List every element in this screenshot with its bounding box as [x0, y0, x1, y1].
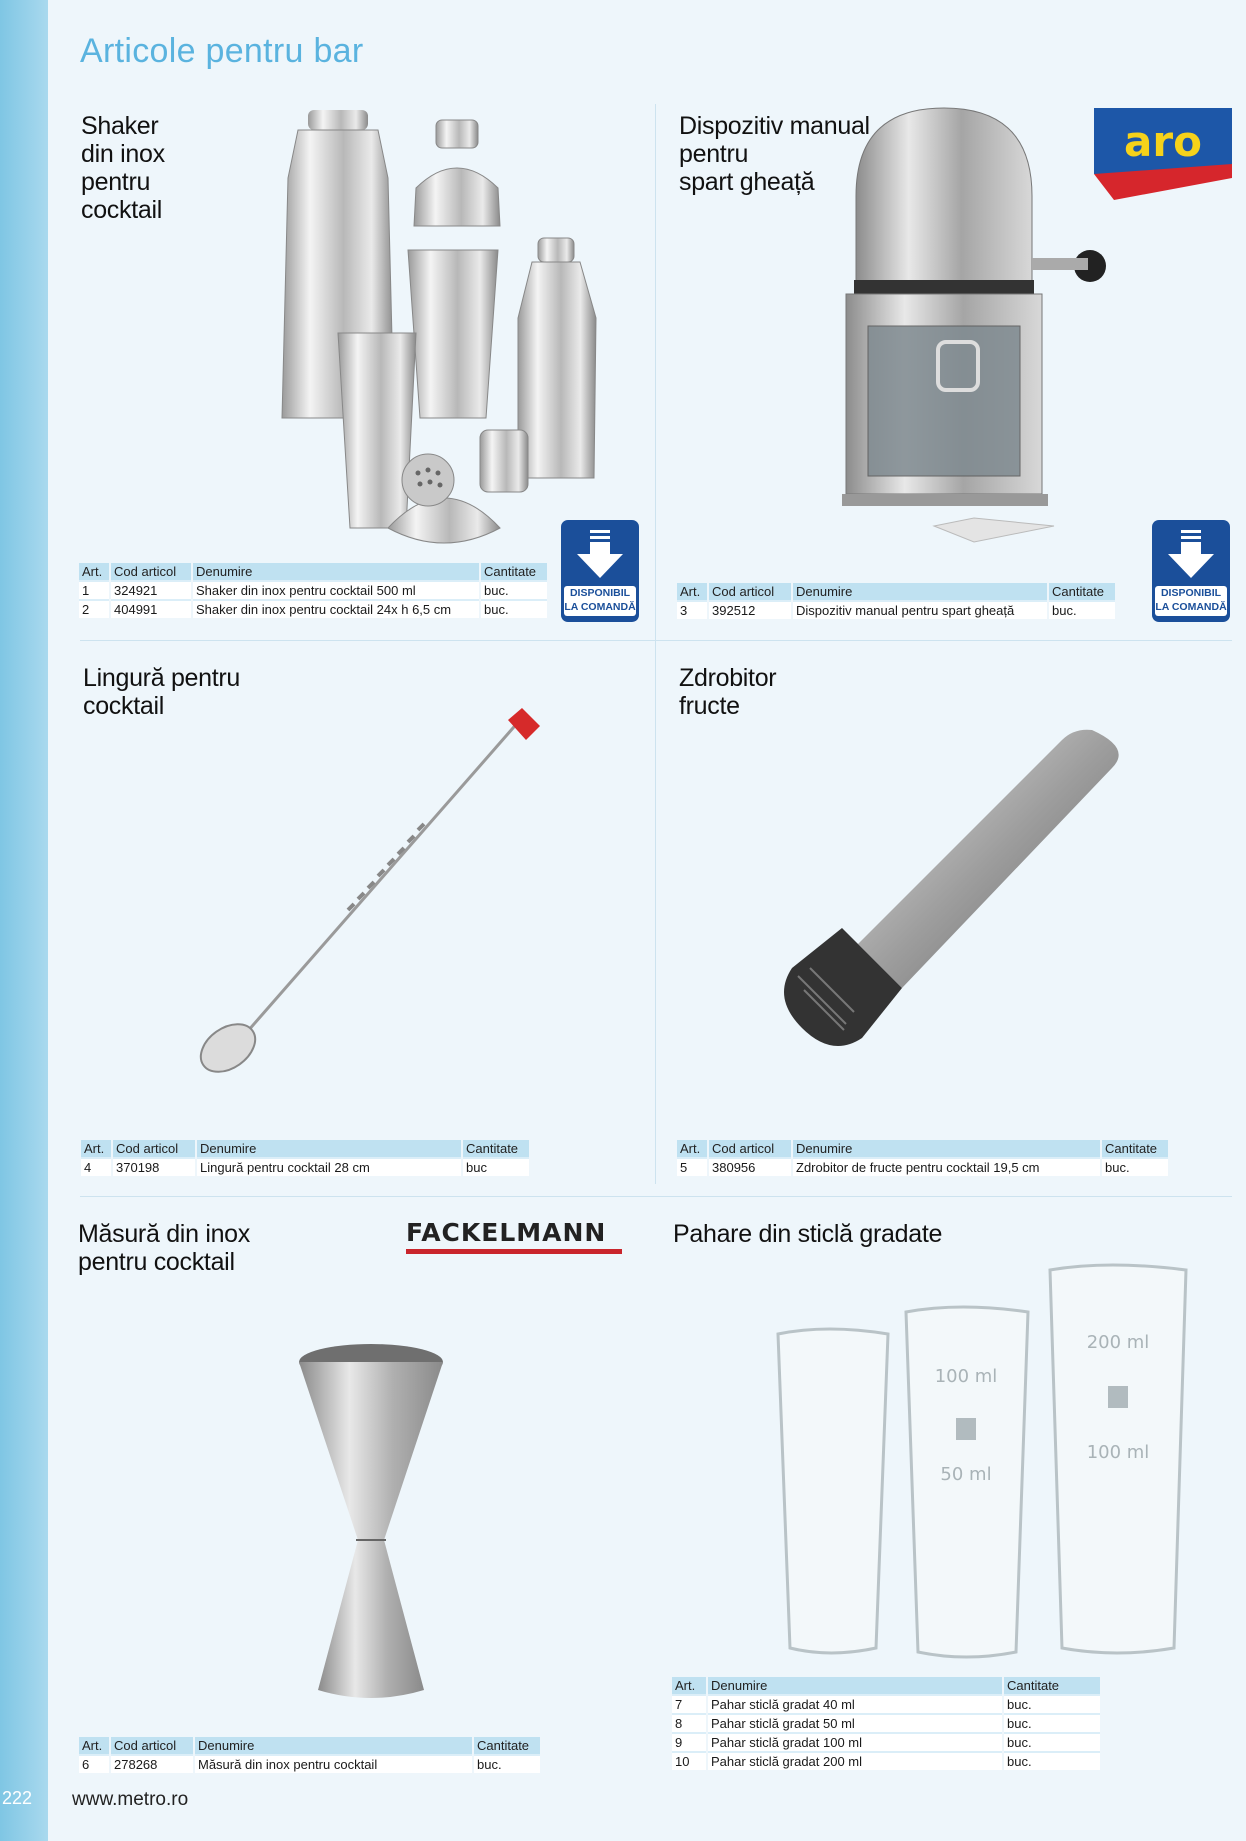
col-denumire: Denumire: [192, 563, 480, 581]
cell-cod: 324921: [110, 581, 192, 600]
shaker-table: [79, 563, 549, 618]
glass-mark-100ml: 100 ml: [934, 1366, 998, 1387]
col-cod: Cod articol: [112, 1140, 196, 1158]
badge-line-1: DISPONIBIL: [569, 587, 631, 599]
cell-cantitate: buc.: [1003, 1733, 1101, 1752]
table-row: [81, 1158, 530, 1176]
muddler-table: [677, 1140, 1170, 1176]
table-row: [79, 600, 548, 618]
cell-art: 5: [677, 1158, 708, 1176]
table-row: [79, 1755, 541, 1773]
ice-crusher-table: [677, 583, 1117, 619]
cell-cod: 380956: [708, 1158, 792, 1176]
cell-denumire: Măsură din inox pentru cocktail: [194, 1755, 473, 1773]
table-row: [677, 601, 1116, 619]
cell-denumire: Pahar sticlă gradat 40 ml: [707, 1695, 1003, 1714]
badge-line-1: DISPONIBIL: [1160, 587, 1222, 599]
aro-logo-text: aro: [1124, 117, 1202, 166]
fackelmann-logo-bar: [406, 1249, 622, 1254]
col-cantitate: Cantitate: [480, 563, 548, 581]
cell-denumire: Shaker din inox pentru cocktail 500 ml: [192, 581, 480, 600]
col-cantitate: Cantitate: [1101, 1140, 1169, 1158]
glass-mark-100ml-large: 100 ml: [1086, 1442, 1150, 1463]
glasses-table: [672, 1677, 1102, 1770]
cell-art: 10: [672, 1752, 707, 1770]
col-art: Art.: [79, 1737, 110, 1755]
cell-cantitate: buc.: [1003, 1714, 1101, 1733]
col-art: Art.: [81, 1140, 112, 1158]
table-row: [672, 1695, 1101, 1714]
muddler-heading: Zdrobitor fructe: [679, 664, 777, 720]
row-divider-1: [80, 640, 1232, 641]
muddler-image: [762, 728, 1142, 1068]
col-art: Art.: [677, 1140, 708, 1158]
col-cod: Cod articol: [110, 563, 192, 581]
footer-website-link[interactable]: www.metro.ro: [72, 1789, 189, 1810]
table-row: [677, 1158, 1169, 1176]
glasses-image: [770, 1262, 1200, 1662]
cell-denumire: Shaker din inox pentru cocktail 24x h 6,5 cm: [192, 600, 480, 618]
table-row: [79, 581, 548, 600]
page-number: 222: [2, 1788, 33, 1808]
ice-crusher-heading: Dispozitiv manual pentru spart gheață: [679, 112, 870, 196]
col-denumire: Denumire: [792, 1140, 1101, 1158]
cell-cantitate: buc.: [1003, 1752, 1101, 1770]
cell-art: 7: [672, 1695, 707, 1714]
cell-art: 4: [81, 1158, 112, 1176]
spoon-heading: Lingură pentru cocktail: [83, 664, 241, 720]
col-denumire: Denumire: [196, 1140, 462, 1158]
cell-cantitate: buc.: [480, 581, 548, 600]
cell-art: 2: [79, 600, 110, 618]
row-divider-2: [80, 1196, 1232, 1197]
column-divider: [655, 104, 656, 1184]
cell-cantitate: buc.: [473, 1755, 541, 1773]
cell-art: 3: [677, 601, 708, 619]
table-row: [672, 1733, 1101, 1752]
cell-denumire: Lingură pentru cocktail 28 cm: [196, 1158, 462, 1176]
cell-cantitate: buc: [462, 1158, 530, 1176]
cell-art: 9: [672, 1733, 707, 1752]
cell-denumire: Pahar sticlă gradat 100 ml: [707, 1733, 1003, 1752]
cell-art: 8: [672, 1714, 707, 1733]
down-arrow-icon: [567, 526, 633, 582]
col-denumire: Denumire: [792, 583, 1048, 601]
cell-cod: 278268: [110, 1755, 194, 1773]
spoon-table: [81, 1140, 531, 1176]
cell-art: 1: [79, 581, 110, 600]
available-on-order-badge: [1152, 520, 1230, 622]
cell-denumire: Pahar sticlă gradat 200 ml: [707, 1752, 1003, 1770]
col-cod: Cod articol: [708, 583, 792, 601]
cell-denumire: Dispozitiv manual pentru spart gheață: [792, 601, 1048, 619]
fackelmann-logo: [406, 1218, 632, 1256]
cell-art: 6: [79, 1755, 110, 1773]
col-cod: Cod articol: [708, 1140, 792, 1158]
jigger-table: [79, 1737, 542, 1773]
down-arrow-icon: [1158, 526, 1224, 582]
col-denumire: Denumire: [194, 1737, 473, 1755]
cell-cantitate: buc.: [480, 600, 548, 618]
left-sidebar-stripe: [0, 0, 48, 1841]
badge-line-2: LA COMANDĂ: [1155, 601, 1227, 613]
shaker-heading: Shaker din inox pentru cocktail: [81, 112, 165, 224]
badge-label: [564, 586, 636, 616]
col-cod: Cod articol: [110, 1737, 194, 1755]
col-cantitate: Cantitate: [1003, 1677, 1101, 1695]
col-cantitate: Cantitate: [473, 1737, 541, 1755]
available-on-order-badge: [561, 520, 639, 622]
cell-cantitate: buc.: [1101, 1158, 1169, 1176]
col-art: Art.: [677, 583, 708, 601]
fackelmann-logo-text: FACKELMANN: [406, 1218, 607, 1247]
cell-denumire: Zdrobitor de fructe pentru cocktail 19,5 cm: [792, 1158, 1101, 1176]
cell-cod: 370198: [112, 1158, 196, 1176]
cell-cod: 392512: [708, 601, 792, 619]
col-denumire: Denumire: [707, 1677, 1003, 1695]
table-row: [672, 1714, 1101, 1733]
cell-cantitate: buc.: [1003, 1695, 1101, 1714]
cell-denumire: Pahar sticlă gradat 50 ml: [707, 1714, 1003, 1733]
cell-cod: 404991: [110, 600, 192, 618]
glasses-heading: Pahare din sticlă gradate: [673, 1220, 943, 1248]
col-cantitate: Cantitate: [1048, 583, 1116, 601]
jigger-image: [296, 1340, 446, 1700]
glass-mark-200ml: 200 ml: [1086, 1332, 1150, 1353]
badge-label: [1155, 586, 1227, 616]
col-art: Art.: [79, 563, 110, 581]
shaker-image: [268, 108, 618, 558]
cell-cantitate: buc.: [1048, 601, 1116, 619]
spoon-image: [190, 700, 550, 1080]
page-title: Articole pentru bar: [80, 32, 364, 70]
badge-line-2: LA COMANDĂ: [564, 601, 636, 613]
table-row: [672, 1752, 1101, 1770]
ice-crusher-image: [834, 106, 1134, 546]
col-art: Art.: [672, 1677, 707, 1695]
glass-mark-50ml: 50 ml: [940, 1464, 992, 1485]
col-cantitate: Cantitate: [462, 1140, 530, 1158]
jigger-heading: Măsură din inox pentru cocktail: [78, 1220, 250, 1276]
